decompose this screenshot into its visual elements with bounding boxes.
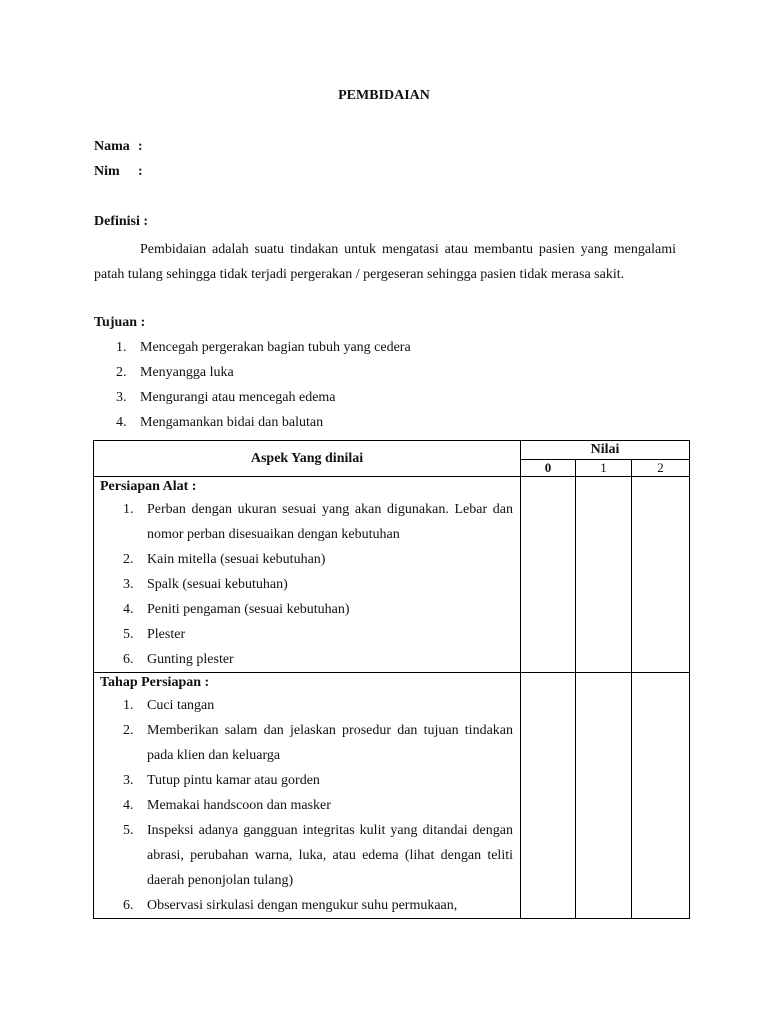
section-persiapan-alat: [94, 477, 521, 673]
list-item-number: 6.: [123, 898, 134, 913]
list-item-text: Mengurangi atau mencegah edema: [140, 390, 336, 405]
list-item-text: Tutup pintu kamar atau gorden: [147, 773, 320, 788]
list-item: [94, 893, 513, 918]
list-item-text: Gunting plester: [147, 652, 234, 667]
list-item: [94, 693, 513, 718]
list-item: [94, 597, 513, 622]
table-row: [94, 477, 690, 673]
list-item-text: Kain mitella (sesuai kebutuhan): [147, 552, 326, 567]
score-cell-2[interactable]: [632, 477, 690, 673]
score-cell-0[interactable]: [521, 477, 576, 673]
nilai-header: Nilai: [521, 441, 690, 460]
score-cell-1[interactable]: [576, 673, 632, 919]
list-item-number: 6.: [123, 652, 134, 667]
section-title: Persiapan Alat :: [100, 479, 197, 494]
list-item-number: 4.: [123, 602, 134, 617]
list-item: [94, 572, 513, 597]
aspek-header: Aspek Yang dinilai: [94, 441, 521, 477]
list-item-text: Menyangga luka: [140, 365, 234, 380]
score-cell-2[interactable]: [632, 673, 690, 919]
list-item: [94, 497, 513, 547]
list-item-text: Memberikan salam dan jelaskan prosedur dan tujuan tindakan pada klien dan keluarga: [147, 723, 513, 763]
section-title: Tahap Persiapan :: [100, 675, 210, 690]
tujuan-list: [94, 335, 676, 435]
list-item: [94, 410, 676, 435]
section-item-list: [94, 693, 520, 918]
score-col-0: 0: [521, 460, 576, 477]
list-item: [94, 385, 676, 410]
list-item-number: 5.: [123, 823, 134, 838]
list-item-number: 1.: [116, 340, 127, 355]
list-item: [94, 768, 513, 793]
list-item-number: 4.: [123, 798, 134, 813]
list-item-text: Cuci tangan: [147, 698, 215, 713]
list-item-number: 3.: [123, 577, 134, 592]
definisi-label: Definisi :: [94, 214, 149, 229]
nim-colon: :: [138, 164, 143, 179]
list-item: [94, 622, 513, 647]
section-tahap-persiapan: [94, 673, 521, 919]
list-item-number: 2.: [123, 723, 134, 738]
assessment-table: [93, 440, 690, 919]
list-item: [94, 335, 676, 360]
list-item-text: Mencegah pergerakan bagian tubuh yang cedera: [140, 340, 411, 355]
tujuan-label: Tujuan :: [94, 315, 146, 330]
nama-colon: :: [138, 139, 143, 154]
list-item-number: 4.: [116, 415, 127, 430]
document-title: PEMBIDAIAN: [338, 88, 430, 103]
list-item: [94, 818, 513, 893]
list-item-number: 5.: [123, 627, 134, 642]
list-item: [94, 360, 676, 385]
list-item-text: Plester: [147, 627, 186, 642]
list-item-text: Mengamankan bidai dan balutan: [140, 415, 324, 430]
list-item: [94, 718, 513, 768]
definisi-paragraph: [94, 237, 676, 287]
list-item-text: Observasi sirkulasi dengan mengukur suhu permukaan,: [147, 898, 458, 913]
list-item-number: 2.: [123, 552, 134, 567]
list-item-text: Inspeksi adanya gangguan integritas kulit yang ditandai dengan abrasi, perubahan warna, luka, atau edema (lihat dengan teliti daerah penonjolan tulang): [147, 823, 513, 888]
list-item: [94, 793, 513, 818]
list-item: [94, 647, 513, 672]
table-row: [94, 673, 690, 919]
list-item-number: 1.: [123, 502, 134, 517]
score-cell-0[interactable]: [521, 673, 576, 919]
definisi-text: Pembidaian adalah suatu tindakan untuk mengatasi atau membantu pasien yang mengalami patah tulang sehingga tidak terjadi pergerakan / pergeseran sehingga pasien tidak merasa sakit.: [94, 242, 676, 282]
nim-label: Nim: [94, 164, 120, 179]
list-item-number: 3.: [123, 773, 134, 788]
score-cell-1[interactable]: [576, 477, 632, 673]
nama-label: Nama: [94, 139, 130, 154]
list-item-number: 2.: [116, 365, 127, 380]
list-item: [94, 547, 513, 572]
section-item-list: [94, 497, 520, 672]
list-item-number: 3.: [116, 390, 127, 405]
score-col-2: 2: [632, 460, 690, 477]
list-item-text: Perban dengan ukuran sesuai yang akan digunakan. Lebar dan nomor perban disesuaikan dengan kebutuhan: [147, 502, 513, 542]
list-item-text: Spalk (sesuai kebutuhan): [147, 577, 288, 592]
score-col-1: 1: [576, 460, 632, 477]
list-item-text: Memakai handscoon dan masker: [147, 798, 331, 813]
list-item-text: Peniti pengaman (sesuai kebutuhan): [147, 602, 350, 617]
list-item-number: 1.: [123, 698, 134, 713]
